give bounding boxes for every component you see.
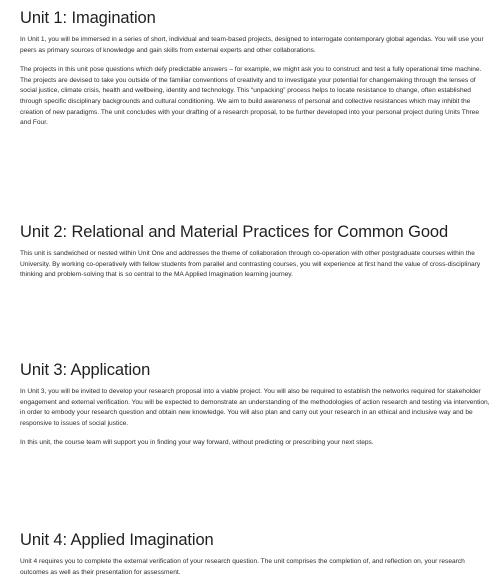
unit-3-section — [20, 360, 490, 458]
unit-4-heading: Unit 4: Applied Imagination — [20, 531, 214, 549]
unit-3-paragraph-1: In Unit 3, you will be invited to develop your research proposal into a viable project. You will also be required to establish the networks required for stakeholder engagement and external verification. You will be expected to demonstrate an understanding of the methodologies of action research and testing via intervention, in order to embody your research question and obtain new knowledge. You will also plan and carry out your research in an ethical and inclusive way and be responsive to issues of social justice. — [20, 388, 490, 427]
unit-1-paragraph-1: In Unit 1, you will be immersed in a series of short, individual and team-based projects, designed to interrogate contemporary global agendas. You will use your peers as primary sources of knowledge and gain skills from external experts and other collaborations. — [20, 36, 484, 54]
unit-1-heading: Unit 1: Imagination — [20, 9, 156, 27]
unit-2-heading: Unit 2: Relational and Material Practices for Common Good — [20, 223, 449, 241]
unit-1-section — [20, 8, 490, 138]
unit-4-paragraph-1: Unit 4 requires you to complete the external verification of your research question. The unit comprises the completion of, and reflection on, your research outcomes as well as their presentation for assessment. — [20, 558, 465, 576]
unit-4-section — [20, 530, 490, 587]
unit-1-paragraph-2: The projects in this unit pose questions which defy predictable answers – for example, we might ask you to construct and test a fully operational time machine. The projects are devised to take you outside of the familiar conventions of creativity and to investigate your potential for changemaking through the lenses of social justice, climate crisis, health and wellbeing, identity and technology. This “unpacking” process helps to locate resistance to change, often established through specific disciplinary backgrounds and cultural conditioning. We aim to build awareness of personal and collective resistances which may inhibit the creation of new paradigms. The unit concludes with your drafting of a research proposal, to be further developed into your personal project during Units Three and Four. — [20, 66, 482, 127]
unit-3-heading: Unit 3: Application — [20, 361, 151, 379]
unit-2-section — [20, 222, 490, 290]
unit-3-paragraph-2: In this unit, the course team will support you in finding your way forward, without predicting or prescribing your next steps. — [20, 439, 374, 447]
unit-2-paragraph-1: This unit is sandwiched or nested within Unit One and addresses the theme of collaboration through co-operation with other postgraduate courses within the University. By working co-operatively with fellow students from parallel and contrasting courses, you will experience at first hand the value of cross-disciplinary thinking and problem-solving that is so central to the MA Applied Imagination learning journey. — [20, 250, 481, 279]
